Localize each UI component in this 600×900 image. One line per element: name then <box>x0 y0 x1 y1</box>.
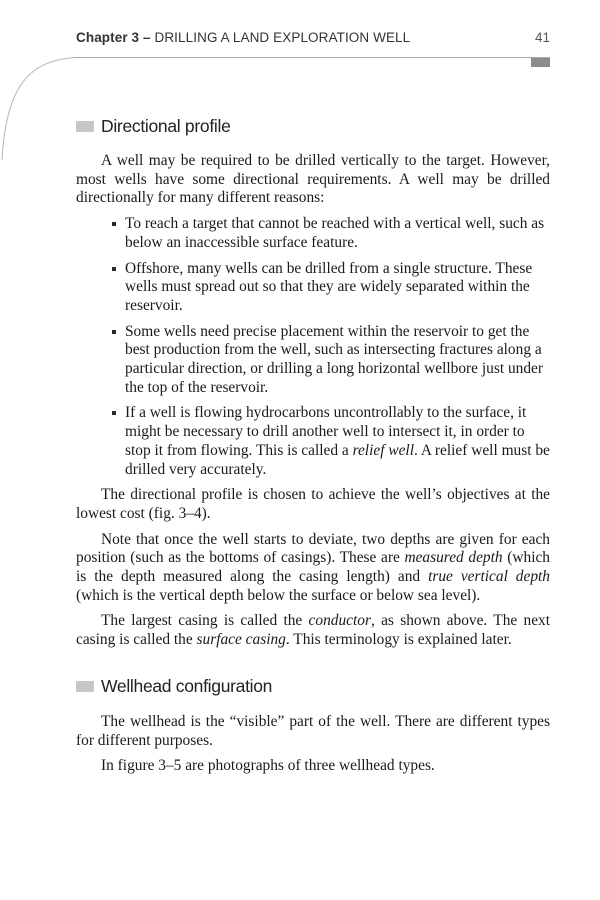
list-item-text: To reach a target that cannot be reached with a vertical well, such as below an inaccessible surface feature. <box>125 215 545 251</box>
section-heading-text: Directional profile <box>101 116 231 136</box>
section-heading-wellhead-configuration <box>76 676 272 697</box>
list-item <box>125 215 550 252</box>
section-heading-text: Wellhead configuration <box>101 676 273 696</box>
body-paragraph: The wellhead is the “visible” part of the well. There are different types for different purposes. <box>76 713 550 749</box>
bullet-icon <box>112 330 116 334</box>
chapter-title: DRILLING A LAND EXPLORATION WELL <box>154 30 411 45</box>
term-relief-well: relief well <box>352 441 414 459</box>
bullet-icon <box>112 267 116 271</box>
page-number: 41 <box>534 30 550 45</box>
paragraph-text: , as shown above. The next casing is called the <box>76 612 551 649</box>
list-item-text: Some wells need precise placement within the reservoir to get the best production from the well, such as intersecting fractures along a particular direction, or drilling a long horizontal wellbore just under the top of the reservoir. <box>125 322 543 396</box>
body-paragraph: In figure 3–5 are photographs of three wellhead types. <box>101 757 435 775</box>
reasons-list <box>76 215 550 479</box>
paragraph-text: (which is the vertical depth below the surface or below sea level). <box>76 586 481 604</box>
bullet-icon <box>112 411 116 415</box>
paragraph-text: The largest casing is called the <box>101 612 309 630</box>
list-item <box>125 323 550 398</box>
paragraph-text: Note that once the well starts to deviate, two depths are given for each position (such as the bottoms of casings). These are <box>76 530 550 567</box>
header-rule <box>76 57 550 58</box>
body-paragraph <box>76 531 550 606</box>
list-item-text: If a well is flowing hydrocarbons uncontrollably to the surface, it might be necessary to drill another well to intersect it, in order to stop it from flowing. This is called a <box>125 404 527 459</box>
heading-marker <box>76 121 94 132</box>
chapter-label: Chapter 3 – <box>76 30 151 45</box>
intro-paragraph: A well may be required to be drilled vertically to the target. However, most wells have some directional requirements. A well may be drilled directionally for many different reasons: <box>76 152 550 207</box>
bullet-icon <box>112 222 116 226</box>
term-conductor: conductor <box>308 612 371 630</box>
term-true-vertical-depth: true vertical depth <box>428 568 551 586</box>
paragraph-text: (which is the depth measured along the casing length) and <box>76 549 550 586</box>
list-item <box>125 404 550 479</box>
section-heading-directional-profile <box>76 116 231 137</box>
body-paragraph <box>76 612 550 649</box>
running-head <box>76 30 410 45</box>
corner-tab <box>531 58 550 67</box>
heading-marker <box>76 681 94 692</box>
list-item-text: Offshore, many wells can be drilled from a single structure. These wells must spread out so that they are widely separated within the reservoir. <box>125 259 533 314</box>
directional-profile-body <box>76 152 550 657</box>
list-item <box>125 260 550 316</box>
term-measured-depth: measured depth <box>404 549 503 567</box>
list-item-text: . A relief well must be drilled very accurately. <box>125 441 550 478</box>
wellhead-configuration-body <box>76 713 550 783</box>
term-surface-casing: surface casing <box>196 631 286 649</box>
paragraph-text: . This terminology is explained later. <box>285 631 512 649</box>
body-paragraph: The directional profile is chosen to achieve the well’s objectives at the lowest cost (fig. 3–4). <box>76 486 550 522</box>
